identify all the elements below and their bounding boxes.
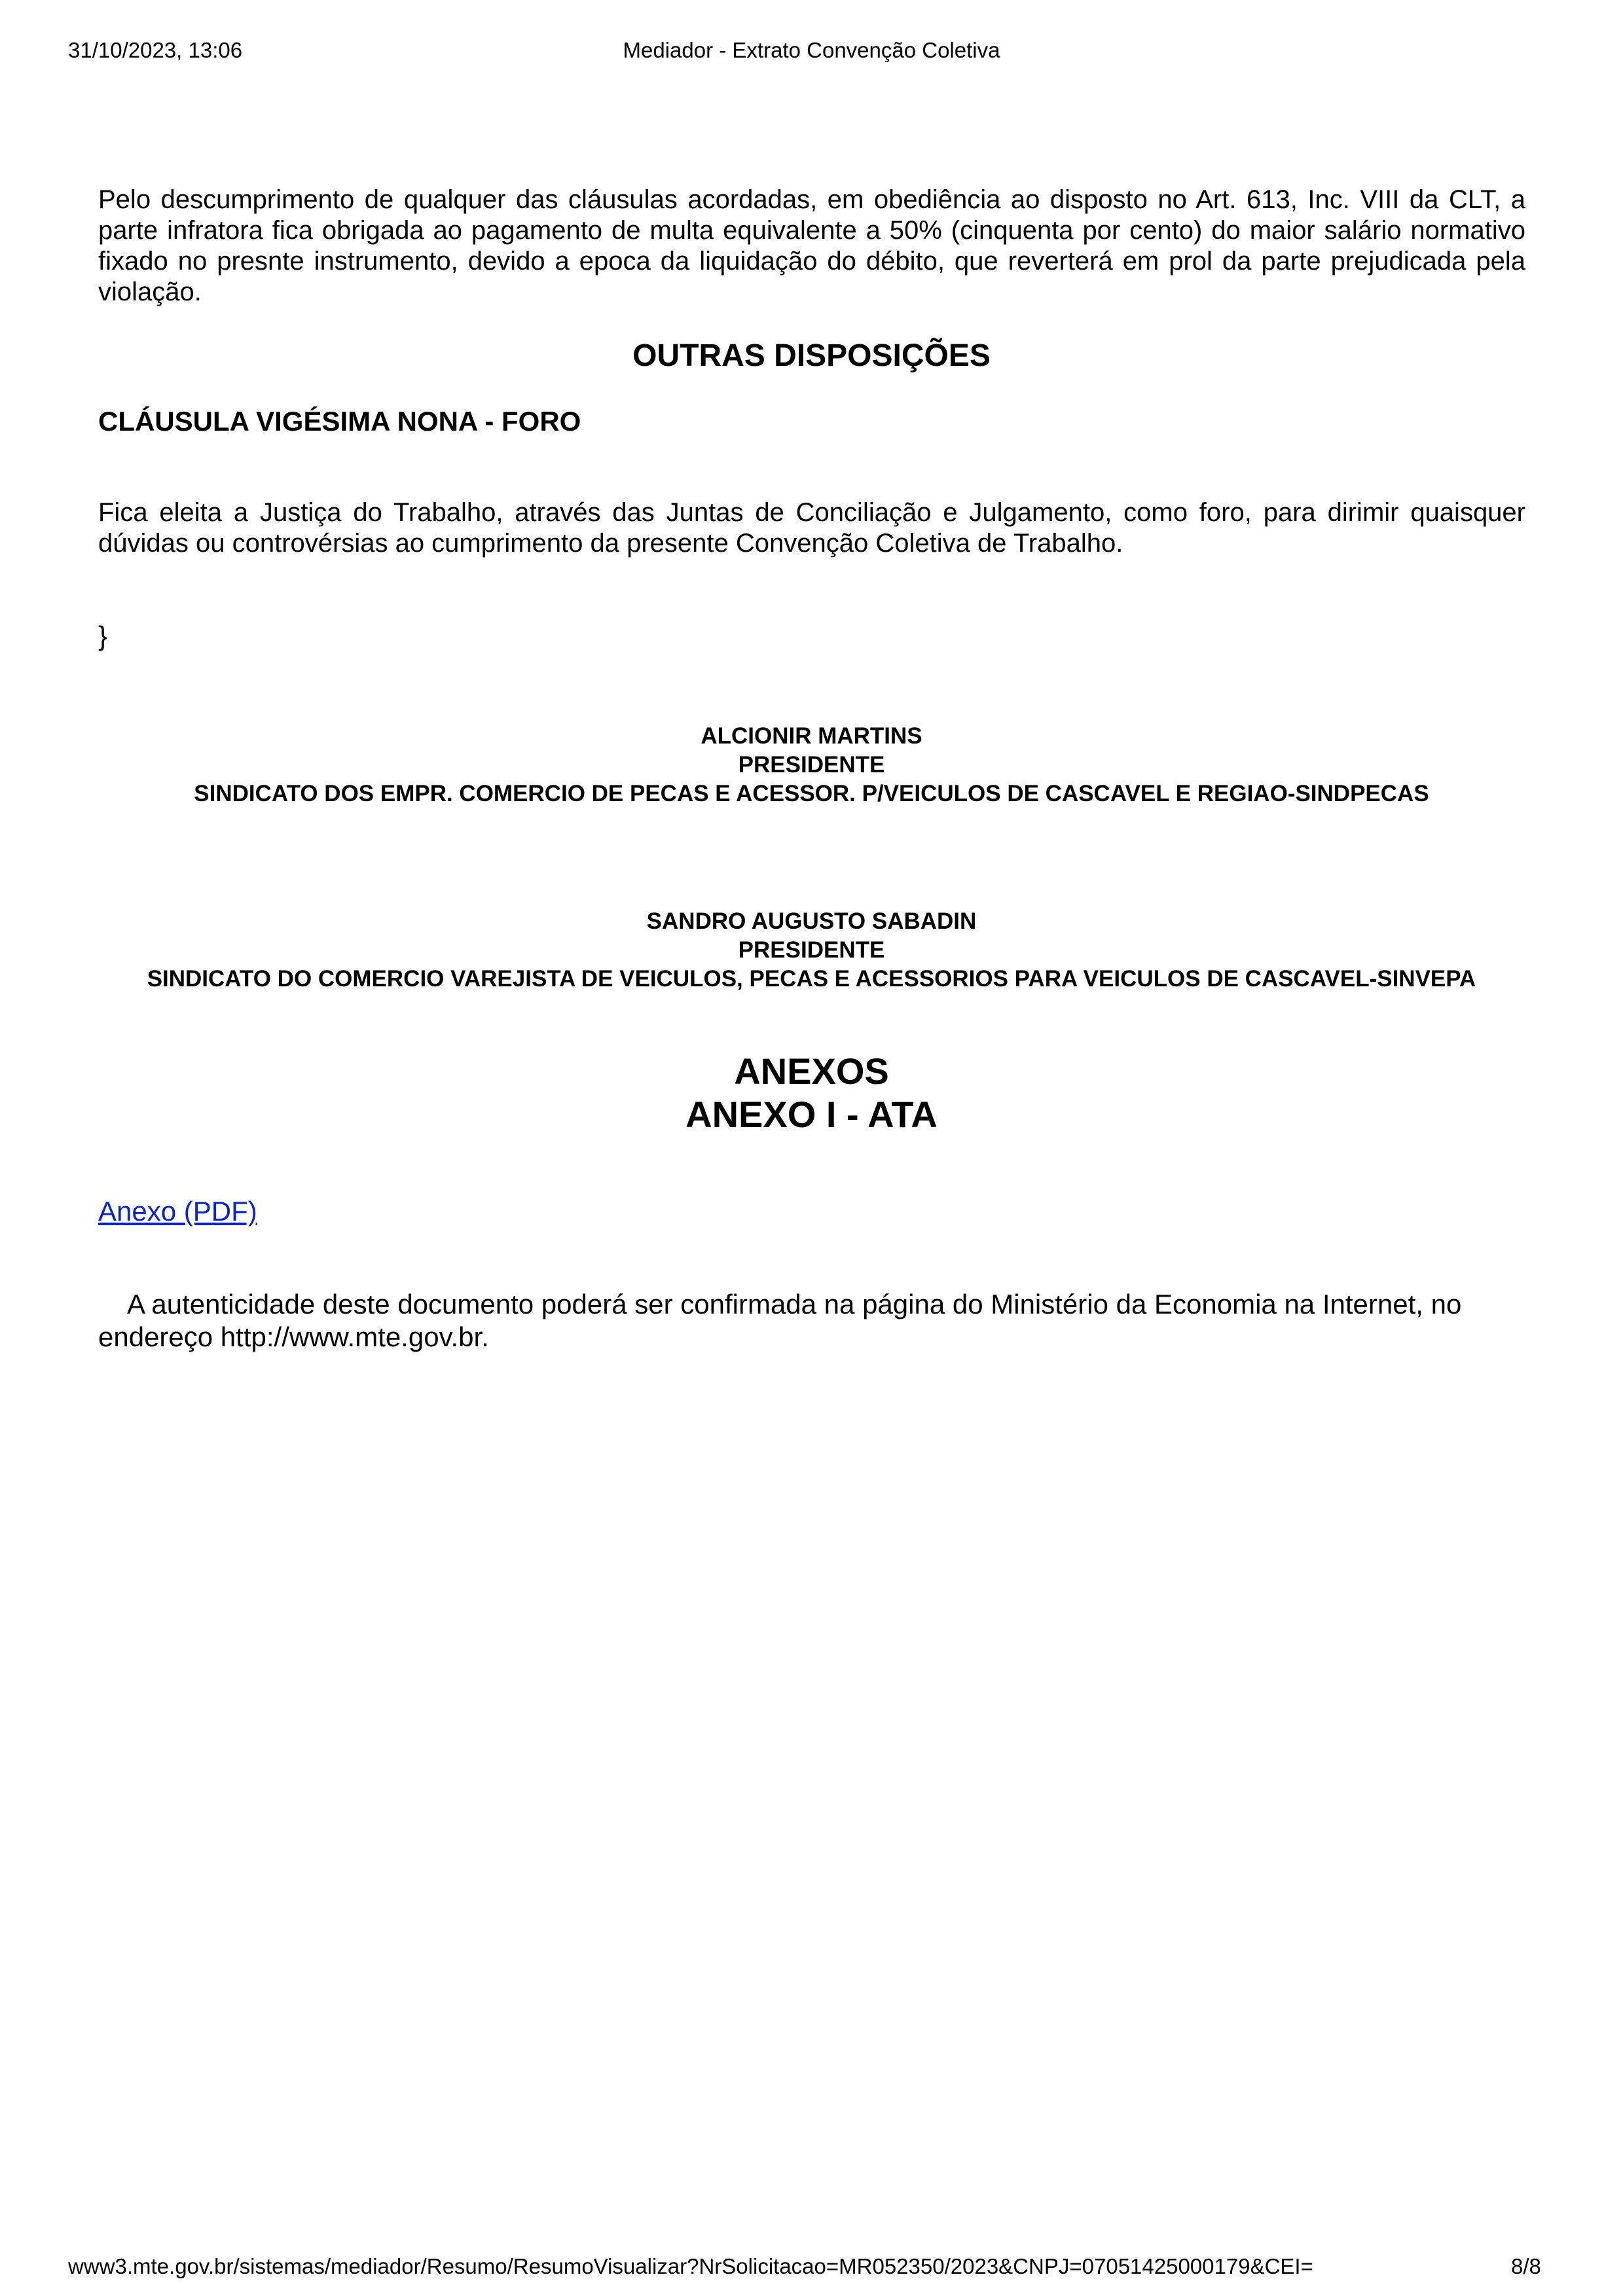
signatory-name: SANDRO AUGUSTO SABADIN (646, 908, 977, 934)
signatory-entity: SINDICATO DOS EMPR. COMERCIO DE PECAS E ACESSOR. P/VEICULOS DE CASCAVEL E REGIAO-SINDPECAS (194, 781, 1429, 806)
annexes-heading (0, 1050, 1623, 1136)
signatory-entity: SINDICATO DO COMERCIO VAREJISTA DE VEICULOS, PECAS E ACESSORIOS PARA VEICULOS DE CASCAVEL-SINVEPA (147, 966, 1476, 992)
print-footer-url: www3.mte.gov.br/sistemas/mediador/Resumo/ResumoVisualizar?NrSolicitacao=MR052350/2023&CNPJ=07051425000179&CEI= (68, 2254, 1313, 2278)
signatory-name: ALCIONIR MARTINS (701, 723, 922, 749)
signatory-role: PRESIDENTE (738, 752, 885, 778)
print-datetime: 31/10/2023, 13:06 (68, 38, 243, 62)
clause-heading: CLÁUSULA VIGÉSIMA NONA - FORO (98, 406, 581, 437)
signatory-role: PRESIDENTE (738, 937, 885, 963)
penalty-clause-paragraph: Pelo descumprimento de qualquer das cláusulas acordadas, em obediência ao disposto no Art. 613, Inc. VIII da CLT, a parte infratora fica obrigada ao pagamento de multa equivalente a 50% (cinquenta por cento) do maior salário normativo fixado no presnte instrumento, devido a epoca da liquidação do débito, que reverterá em prol da parte prejudicada pela violação. (98, 185, 1525, 306)
annexes-title: ANEXOS (734, 1050, 889, 1092)
jurisdiction-clause-paragraph: Fica eleita a Justiça do Trabalho, através das Juntas de Conciliação e Julgamento, como foro, para dirimir quaisquer dúvidas ou controvérsias ao cumprimento da presente Convenção Coletiva de Trabalho. (98, 498, 1525, 558)
closing-brace: } (98, 620, 108, 651)
print-page-title: Mediador - Extrato Convenção Coletiva (623, 38, 1000, 62)
signatory-block (0, 907, 1623, 994)
signatory-block (0, 722, 1623, 808)
section-heading: OUTRAS DISPOSIÇÕES (632, 338, 991, 373)
print-page-number: 8/8 (1511, 2254, 1541, 2278)
authenticity-note: A autenticidade deste documento poderá ser confirmada na página do Ministério da Economia na Internet, no endereço http://www.mte.gov.br. (98, 1289, 1462, 1352)
annex-pdf-link[interactable]: Anexo (PDF) (98, 1196, 257, 1227)
annex-subtitle: ANEXO I - ATA (685, 1094, 938, 1135)
